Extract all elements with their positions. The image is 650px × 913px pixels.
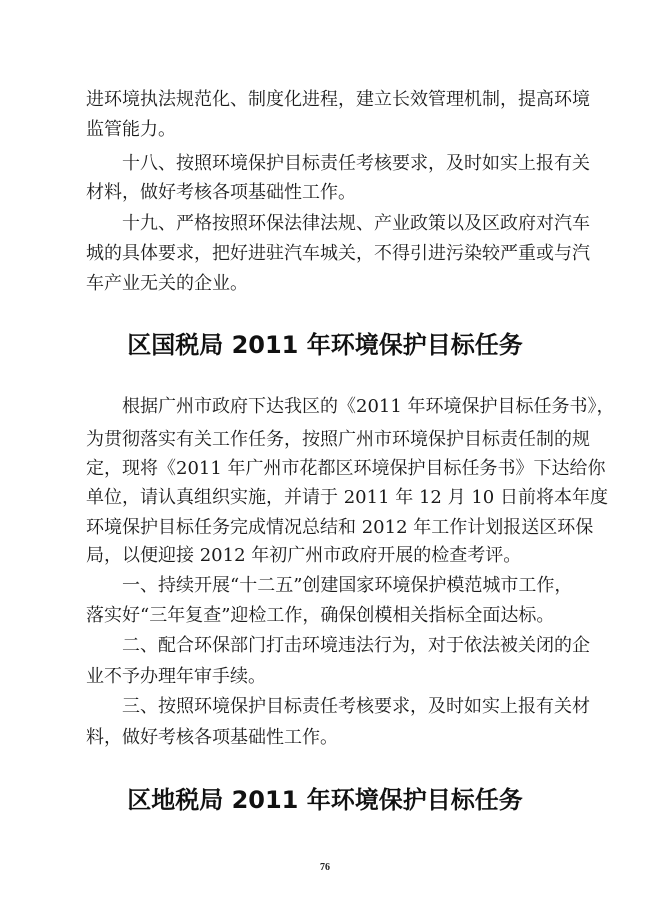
paragraph-line: 环境保护目标任务完成情况总结和 2012 年工作计划报送区环保	[86, 517, 594, 538]
paragraph-line: 十八、按照环境保护目标责任考核要求，及时如实上报有关	[86, 153, 590, 174]
paragraph-line: 材料，做好考核各项基础性工作。	[86, 182, 356, 203]
paragraph-line: 车产业无关的企业。	[86, 273, 248, 294]
paragraph-line: 定，现将《2011 年广州市花都区环境保护目标任务书》下达给你	[86, 458, 606, 479]
paragraph-line: 料，做好考核各项基础性工作。	[86, 727, 338, 748]
paragraph-line: 局，以便迎接 2012 年初广州市政府开展的检查考评。	[86, 545, 522, 566]
paragraph-line: 单位，请认真组织实施，并请于 2011 年 12 月 10 日前将本年度	[86, 487, 608, 508]
section-heading-dishui: 区地税局 2011 年环境保护目标任务	[127, 786, 523, 814]
paragraph-line: 进环境执法规范化、制度化进程，建立长效管理机制，提高环境	[86, 89, 590, 110]
paragraph-line: 三、按照环境保护目标责任考核要求，及时如实上报有关材	[86, 696, 590, 717]
section-heading-guoshui: 区国税局 2011 年环境保护目标任务	[127, 331, 523, 359]
paragraph-line: 落实好“三年复查”迎检工作，确保创模相关指标全面达标。	[86, 605, 555, 626]
paragraph-line: 城的具体要求，把好进驻汽车城关，不得引进污染较严重或与汽	[86, 243, 590, 264]
paragraph-line: 一、持续开展“十二五”创建国家环境保护模范城市工作，	[86, 575, 573, 596]
paragraph-line: 二、配合环保部门打击环境违法行为，对于依法被关闭的企	[86, 635, 590, 656]
paragraph-line: 十九、严格按照环保法律法规、产业政策以及区政府对汽车	[86, 213, 590, 234]
page-number: 76	[320, 862, 330, 873]
paragraph-line: 业不予办理年审手续。	[86, 666, 266, 687]
paragraph-line: 监管能力。	[86, 119, 176, 140]
paragraph-line: 根据广州市政府下达我区的《2011 年环境保护目标任务书》，	[86, 396, 615, 417]
paragraph-line: 为贯彻落实有关工作任务，按照广州市环境保护目标责任制的规	[86, 429, 590, 450]
